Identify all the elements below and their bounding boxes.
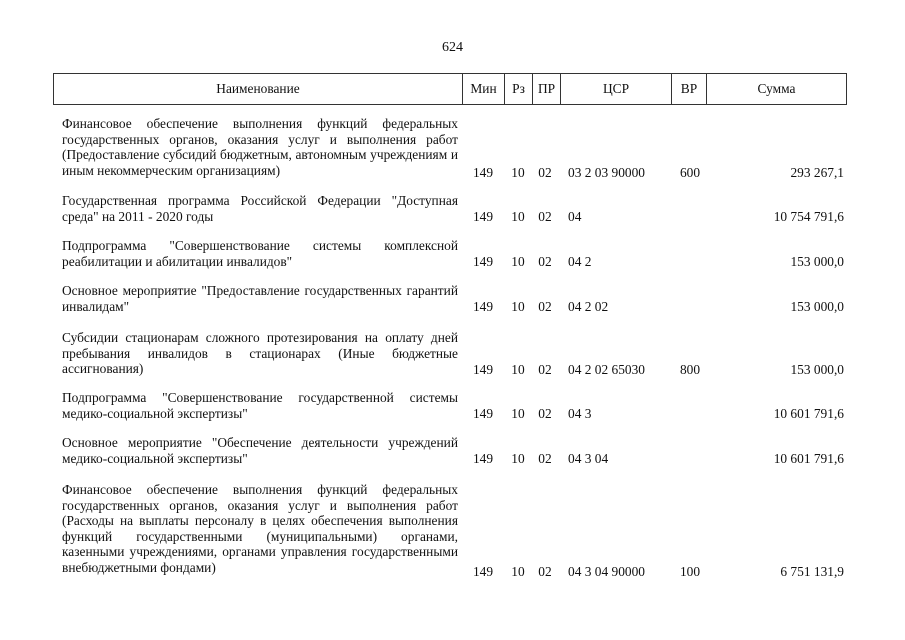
- row-pr: 02: [538, 451, 552, 466]
- row-sum: 153 000,0: [790, 254, 844, 269]
- header-min: Мин: [462, 74, 504, 104]
- row-csr: 04: [568, 209, 582, 224]
- row-name: Основное мероприятие "Обеспечение деятельности учреждений медико-социальной экспертизы": [62, 435, 458, 466]
- row-sum: 10 601 791,6: [773, 451, 844, 466]
- header-csr: ЦСР: [560, 74, 671, 104]
- header-pr: ПР: [532, 74, 560, 104]
- row-csr: 04 3 04 90000: [568, 564, 645, 579]
- row-csr: 04 3 04: [568, 451, 609, 466]
- table-header: [53, 73, 847, 105]
- row-sum: 10 601 791,6: [773, 406, 844, 421]
- row-pr: 02: [538, 362, 552, 377]
- row-csr: 04 2 02 65030: [568, 362, 645, 377]
- page-number: 624: [442, 40, 463, 55]
- row-name: Финансовое обеспечение выполнения функций федеральных государственных органов, оказания услуг и выполнения работ (Предоставление субсидий бюджетным, автономным учреждениям и иным некоммерческим организациям): [62, 116, 458, 178]
- row-name: Подпрограмма "Совершенствование системы комплексной реабилитации и абилитации инвалидов": [62, 238, 458, 269]
- row-pr: 02: [538, 564, 552, 579]
- header-rz: Рз: [504, 74, 532, 104]
- header-name: Наименование: [216, 81, 300, 96]
- row-pr: 02: [538, 165, 552, 180]
- row-min: 149: [472, 451, 494, 466]
- row-csr: 03 2 03 90000: [568, 165, 645, 180]
- row-min: 149: [472, 254, 494, 269]
- row-vr: 600: [679, 165, 701, 180]
- row-sum: 293 267,1: [790, 165, 844, 180]
- row-min: 149: [472, 299, 494, 314]
- row-min: 149: [472, 209, 494, 224]
- row-csr: 04 3: [568, 406, 592, 421]
- row-sum: 153 000,0: [790, 362, 844, 377]
- row-rz: 10: [511, 406, 525, 421]
- row-pr: 02: [538, 209, 552, 224]
- row-csr: 04 2: [568, 254, 592, 269]
- row-min: 149: [472, 406, 494, 421]
- row-sum: 10 754 791,6: [773, 209, 844, 224]
- row-sum: 153 000,0: [790, 299, 844, 314]
- row-name: Государственная программа Российской Федерации "Доступная среда" на 2011 - 2020 годы: [62, 193, 458, 224]
- row-rz: 10: [511, 254, 525, 269]
- row-rz: 10: [511, 209, 525, 224]
- row-min: 149: [472, 362, 494, 377]
- row-vr: 800: [679, 362, 701, 377]
- row-vr: 100: [679, 564, 701, 579]
- header-sum: Сумма: [706, 74, 846, 104]
- row-name: Подпрограмма "Совершенствование государственной системы медико-социальной экспертизы": [62, 390, 458, 421]
- row-csr: 04 2 02: [568, 299, 609, 314]
- row-min: 149: [472, 165, 494, 180]
- header-vr: ВР: [671, 74, 706, 104]
- row-rz: 10: [511, 362, 525, 377]
- row-name: Субсидии стационарам сложного протезирования на оплату дней пребывания инвалидов в стационарах (Иные бюджетные ассигнования): [62, 330, 458, 377]
- row-pr: 02: [538, 299, 552, 314]
- row-pr: 02: [538, 254, 552, 269]
- row-sum: 6 751 131,9: [780, 564, 844, 579]
- row-pr: 02: [538, 406, 552, 421]
- row-name: Финансовое обеспечение выполнения функций федеральных государственных органов, оказания услуг и выполнения работ (Расходы на выплаты персоналу в целях обеспечения выполнения функций государственными (муниципальными) органами, казенными учреждениями, органами управления государственными внебюджетными фондами): [62, 482, 458, 575]
- row-name: Основное мероприятие "Предоставление государственных гарантий инвалидам": [62, 283, 458, 314]
- row-rz: 10: [511, 165, 525, 180]
- row-rz: 10: [511, 299, 525, 314]
- row-rz: 10: [511, 451, 525, 466]
- row-rz: 10: [511, 564, 525, 579]
- row-min: 149: [472, 564, 494, 579]
